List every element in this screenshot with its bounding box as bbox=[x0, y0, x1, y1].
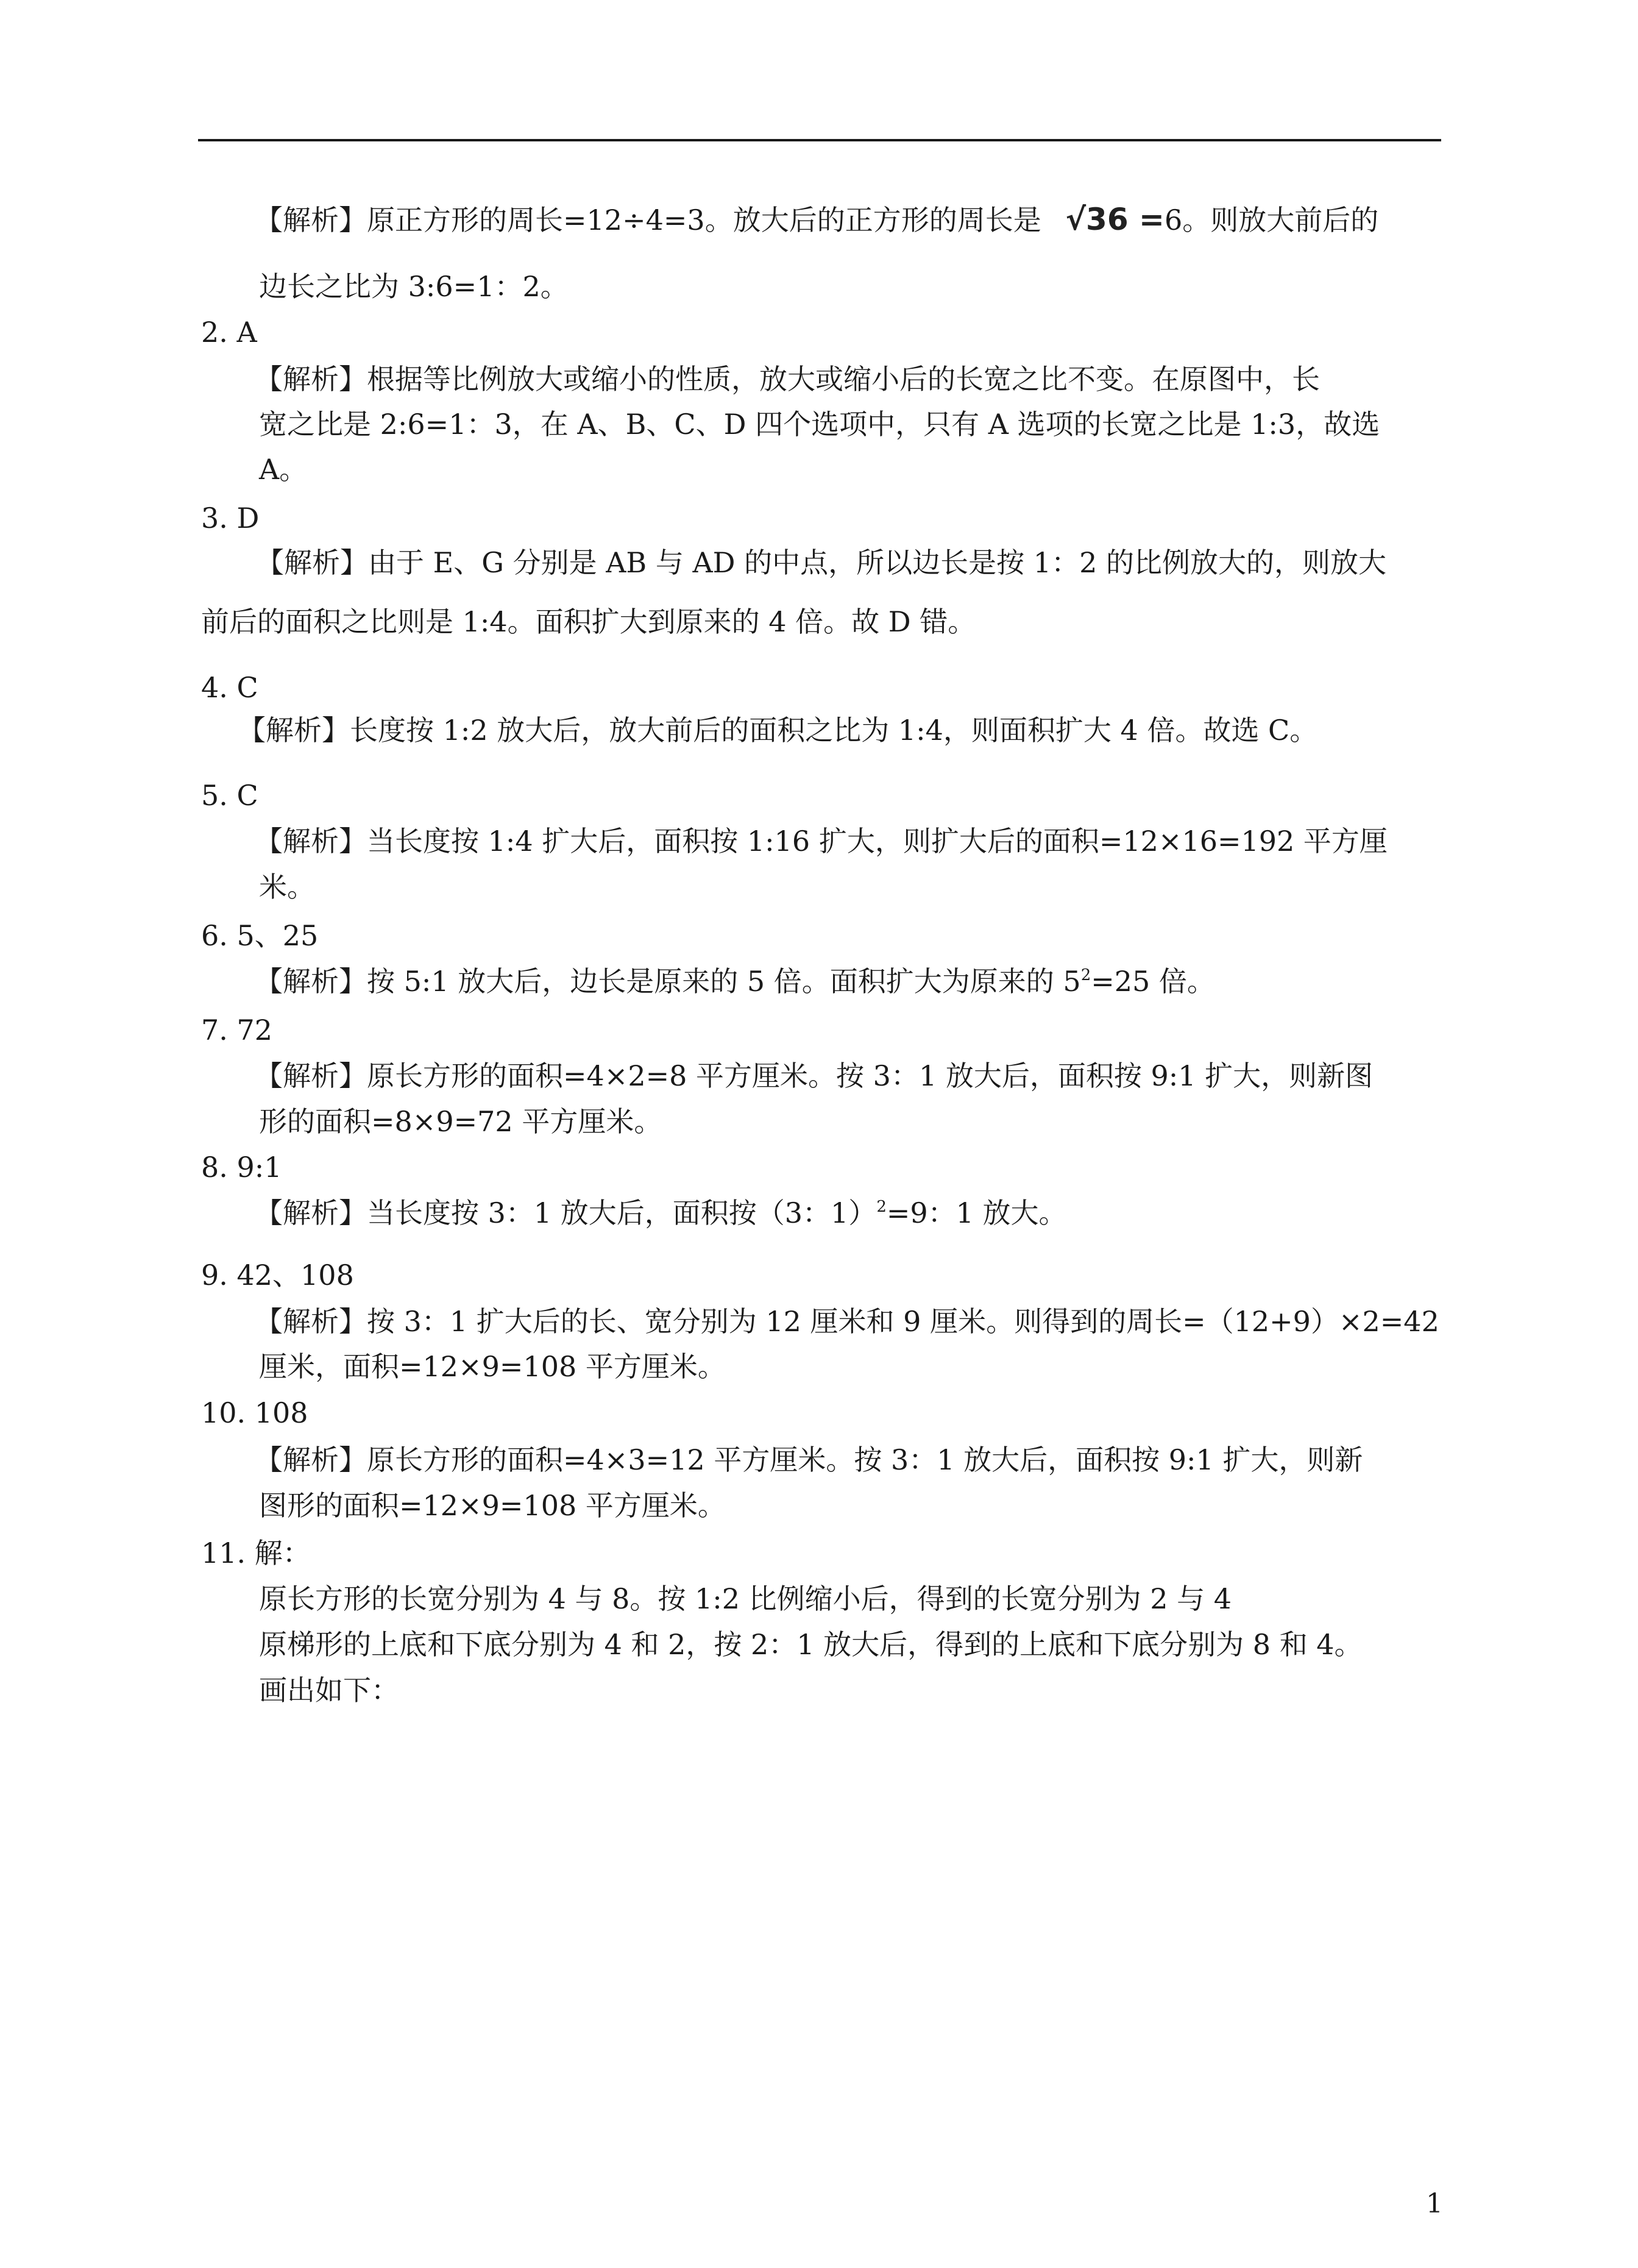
item8-line1 bbox=[255, 1195, 1067, 1231]
item1-line2: 边长之比为 3:6=1：2。 bbox=[259, 270, 569, 303]
item3-line2: 前后的面积之比则是 1:4。面积扩大到原来的 4 倍。故 D 错。 bbox=[201, 605, 976, 638]
item8-label: 8. 9:1 bbox=[201, 1151, 282, 1184]
item9-line1: 【解析】按 3：1 扩大后的长、宽分别为 12 厘米和 9 厘米。则得到的周长=（12+9）×2=42 bbox=[255, 1305, 1439, 1338]
item7-label: 7. 72 bbox=[201, 1014, 273, 1047]
item3-line1: 【解析】由于 E、G 分别是 AB 与 AD 的中点，所以边长是按 1：2 的比例放大的，则放大 bbox=[256, 546, 1386, 579]
item2-line3: A。 bbox=[259, 453, 308, 486]
item5-label: 5. C bbox=[201, 779, 258, 812]
item1-line1-post: 6。则放大前后的 bbox=[1164, 204, 1379, 236]
superscript: 2 bbox=[876, 1198, 887, 1216]
item10-line2: 图形的面积=12×9=108 平方厘米。 bbox=[259, 1489, 726, 1522]
item5-line1: 【解析】当长度按 1:4 扩大后，面积按 1:16 扩大，则扩大后的面积=12×16=192 平方厘 bbox=[255, 825, 1388, 858]
item7-line1: 【解析】原长方形的面积=4×2=8 平方厘米。按 3：1 放大后，面积按 9:1 扩大，则新图 bbox=[255, 1059, 1374, 1092]
item11-label: 11. 解： bbox=[201, 1537, 311, 1569]
item9-label: 9. 42、108 bbox=[201, 1259, 354, 1292]
item1-line1-pre: 【解析】原正方形的周长=12÷4=3。放大后的正方形的周长是 bbox=[255, 204, 1041, 236]
page-number: 1 bbox=[1426, 2188, 1443, 2219]
item3-label: 3. D bbox=[201, 502, 260, 535]
item6-line1-pre: 【解析】按 5:1 放大后，边长是原来的 5 倍。面积扩大为原来的 5 bbox=[255, 965, 1081, 998]
item4-label: 4. C bbox=[201, 671, 258, 704]
item8-line1-post: =9：1 放大。 bbox=[886, 1196, 1067, 1229]
item10-line1: 【解析】原长方形的面积=4×3=12 平方厘米。按 3：1 放大后，面积按 9:1 扩大，则新 bbox=[255, 1443, 1363, 1476]
item11-line2: 原梯形的上底和下底分别为 4 和 2，按 2：1 放大后，得到的上底和下底分别为 8 和 4。 bbox=[259, 1628, 1363, 1661]
item6-line1-post: =25 倍。 bbox=[1091, 965, 1215, 998]
superscript: 2 bbox=[1080, 966, 1091, 984]
item10-label: 10. 108 bbox=[201, 1396, 308, 1429]
item2-line2: 宽之比是 2:6=1：3，在 A、B、C、D 四个选项中，只有 A 选项的长宽之比是 1:3，故选 bbox=[259, 408, 1380, 441]
item2-line1: 【解析】根据等比例放大或缩小的性质，放大或缩小后的长宽之比不变。在原图中，长 bbox=[255, 363, 1320, 396]
item4-line1: 【解析】长度按 1:2 放大后，放大前后的面积之比为 1:4，则面积扩大 4 倍。故选 C。 bbox=[238, 714, 1318, 747]
header-rule bbox=[198, 139, 1441, 141]
item11-line1: 原长方形的长宽分别为 4 与 8。按 1:2 比例缩小后，得到的长宽分别为 2 与 4 bbox=[259, 1582, 1232, 1615]
item2-label: 2. A bbox=[201, 316, 257, 349]
item5-line2: 米。 bbox=[259, 870, 315, 903]
item6-label: 6. 5、25 bbox=[201, 919, 319, 952]
item7-line2: 形的面积=8×9=72 平方厘米。 bbox=[259, 1105, 662, 1138]
item9-line2: 厘米，面积=12×9=108 平方厘米。 bbox=[259, 1350, 726, 1383]
item8-line1-pre: 【解析】当长度按 3：1 放大后，面积按（3：1） bbox=[255, 1196, 877, 1229]
item11-line3: 画出如下： bbox=[259, 1674, 399, 1707]
sqrt-expression: √36 = bbox=[1065, 202, 1165, 237]
item1-line1 bbox=[255, 201, 1378, 238]
item6-line1 bbox=[255, 963, 1215, 1000]
